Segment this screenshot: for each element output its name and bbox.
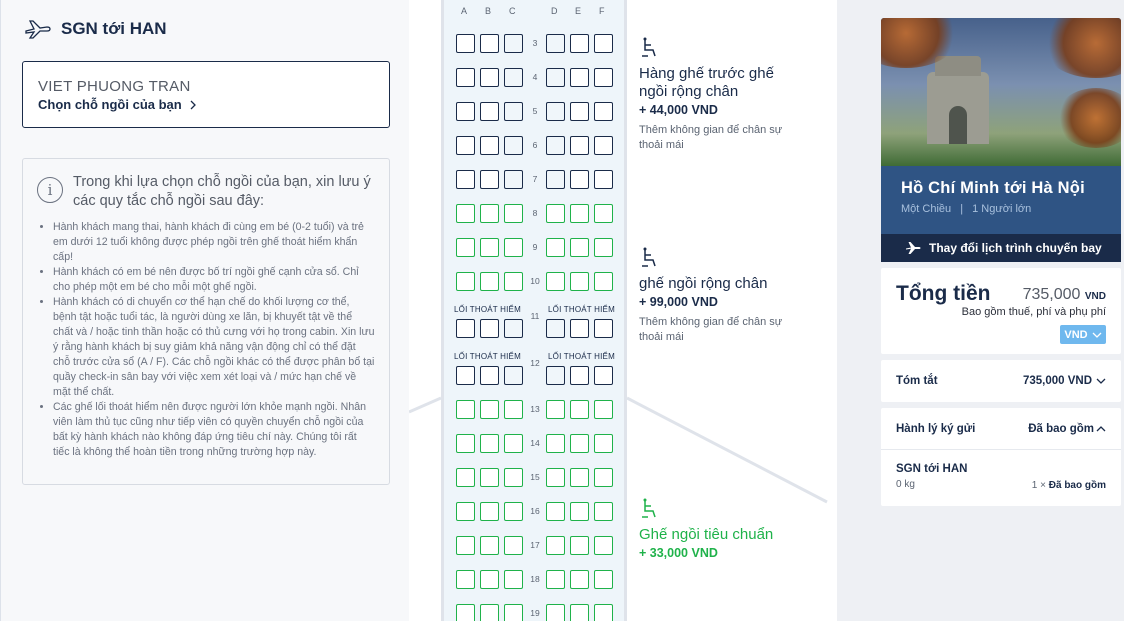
seat-6f[interactable] — [594, 136, 613, 155]
plane-icon — [905, 241, 921, 255]
seat-3e[interactable] — [570, 34, 589, 53]
passenger-selector[interactable] — [22, 61, 390, 128]
legend-standard — [639, 497, 773, 560]
seat-6a[interactable] — [456, 136, 475, 155]
seat-7f[interactable] — [594, 170, 613, 189]
seat-12c[interactable] — [504, 366, 523, 385]
legend-desc: Thêm không gian để chân sự thoải mái — [639, 124, 783, 151]
route-header — [23, 18, 167, 40]
seat-12b[interactable] — [480, 366, 499, 385]
seat-9d[interactable] — [546, 238, 565, 257]
info-icon: i — [37, 177, 63, 203]
column-letter-e: E — [575, 6, 582, 16]
seat-10f[interactable] — [594, 272, 613, 291]
total-label: Tổng tiền — [896, 282, 991, 305]
row-number: 19 — [530, 608, 540, 618]
seat-17e[interactable] — [570, 536, 589, 555]
currency-select[interactable] — [1060, 325, 1106, 344]
row-number: 11 — [530, 311, 540, 321]
row-number: 13 — [530, 404, 540, 414]
destination-photo — [881, 18, 1121, 166]
seat-7c[interactable] — [504, 170, 523, 189]
exit-row-label: LỐI THOÁT HIỂM — [454, 352, 521, 361]
seat-13d[interactable] — [546, 400, 565, 419]
change-flight-label: Thay đổi lịch trình chuyến bay — [929, 241, 1102, 255]
seat-3d[interactable] — [546, 34, 565, 53]
change-flight-button[interactable] — [881, 234, 1121, 262]
exit-row-label: LỐI THOÁT HIỂM — [454, 305, 521, 314]
row-number: 12 — [530, 358, 540, 368]
seat-3b[interactable] — [480, 34, 499, 53]
row-number: 9 — [532, 242, 538, 252]
seat-13b[interactable] — [480, 400, 499, 419]
rules-intro: Trong khi lựa chọn chỗ ngồi của bạn, xin lưu ý các quy tắc chỗ ngồi sau đây: — [73, 174, 371, 209]
seat-8b[interactable] — [480, 204, 499, 223]
seat-18a[interactable] — [456, 570, 475, 589]
seat-15a[interactable] — [456, 468, 475, 487]
tower-image — [927, 72, 989, 144]
seat-15b[interactable] — [480, 468, 499, 487]
seat-14d[interactable] — [546, 434, 565, 453]
destination-card — [881, 18, 1121, 262]
summary-toggle[interactable] — [881, 360, 1121, 402]
seat-5b[interactable] — [480, 102, 499, 121]
seat-16d[interactable] — [546, 502, 565, 521]
passenger-name: VIET PHUONG TRAN — [38, 78, 191, 95]
rule-item: • Các ghế lối thoát hiểm nên được người lớn khỏe mạnh ngồi. Nhân viên làm thủ tục cũng như tiếp viên có quyền chuyển chỗ ngồi của bất kỳ hành khách nào không đáp ứng tiêu chí này. Chúng tôi rất tiếc là không thể hoàn tiền trong những trường hợp này. — [53, 400, 375, 460]
seat-8d[interactable] — [546, 204, 565, 223]
seat-14b[interactable] — [480, 434, 499, 453]
seat-11c[interactable] — [504, 319, 523, 338]
seat-4c[interactable] — [504, 68, 523, 87]
total-currency: VND — [1084, 291, 1106, 302]
seat-16c[interactable] — [504, 502, 523, 521]
seat-17b[interactable] — [480, 536, 499, 555]
row-number: 7 — [532, 174, 538, 184]
seat-17f[interactable] — [594, 536, 613, 555]
seat-19f[interactable] — [594, 604, 613, 621]
seat-14e[interactable] — [570, 434, 589, 453]
seat-icon — [639, 246, 659, 268]
baggage-qty: 1 × — [1031, 480, 1046, 491]
seat-16e[interactable] — [570, 502, 589, 521]
rules-list — [37, 220, 375, 460]
cabin — [441, 0, 627, 621]
chevron-down-icon — [1096, 376, 1106, 386]
seat-9c[interactable] — [504, 238, 523, 257]
seat-5a[interactable] — [456, 102, 475, 121]
seat-16f[interactable] — [594, 502, 613, 521]
total-subtext: Bao gồm thuế, phí và phụ phí — [961, 306, 1106, 318]
seat-17a[interactable] — [456, 536, 475, 555]
seat-4e[interactable] — [570, 68, 589, 87]
chevron-down-icon — [1092, 330, 1102, 340]
legend-legroom — [639, 246, 789, 345]
seat-17d[interactable] — [546, 536, 565, 555]
seat-7e[interactable] — [570, 170, 589, 189]
seat-6e[interactable] — [570, 136, 589, 155]
column-letter-b: B — [485, 6, 492, 16]
seat-12d[interactable] — [546, 366, 565, 385]
seat-4d[interactable] — [546, 68, 565, 87]
currency-label: VND — [1064, 328, 1088, 341]
seat-7d[interactable] — [546, 170, 565, 189]
chevron-right-icon — [188, 100, 198, 110]
rule-item: • Hành khách có di chuyển cơ thể hạn chế do khối lượng cơ thể, bệnh tật hoặc tuổi tác, là người dùng xe lăn, bị khuyết tật về thể chất và / hoặc tinh thần hoặc có thủ cưng với họ trong cabin. Xin lưu ý rằng hành khách bị suy giảm khả năng vận động chỉ có thể đặt chỗ trước cửa sổ (A / F). Các chỗ ngồi khác có thể được phân bổ tại quầy check-in sân bay với việc xem xét loại và / mức hạn chế về mặt thể chất. — [53, 295, 375, 400]
legend-front-legroom — [639, 36, 789, 153]
rule-item: • Hành khách có em bé nên được bố trí ngồi ghế cạnh cửa sổ. Chỉ cho phép một em bé cho mỗi một ghế ngồi. — [53, 265, 375, 295]
baggage-route: SGN tới HAN — [896, 463, 968, 475]
seat-10a[interactable] — [456, 272, 475, 291]
exit-row-label: LỐI THOÁT HIỂM — [548, 352, 615, 361]
baggage-weight: 0 kg — [896, 479, 915, 490]
seat-11d[interactable] — [546, 319, 565, 338]
destination-title: Hồ Chí Minh tới Hà Nội — [901, 179, 1085, 197]
row-number: 18 — [530, 574, 540, 584]
row-number: 5 — [532, 106, 538, 116]
seat-6d[interactable] — [546, 136, 565, 155]
seat-12e[interactable] — [570, 366, 589, 385]
seat-19a[interactable] — [456, 604, 475, 621]
legend-price: + 99,000 VND — [639, 295, 718, 309]
baggage-label: Hành lý ký gửi — [896, 422, 976, 435]
left-panel — [0, 0, 409, 621]
seat-3c[interactable] — [504, 34, 523, 53]
total-amount-value: 735,000 — [1022, 286, 1081, 303]
seat-rules-box — [22, 158, 390, 485]
seat-11f[interactable] — [594, 319, 613, 338]
seat-8a[interactable] — [456, 204, 475, 223]
seat-14c[interactable] — [504, 434, 523, 453]
column-letter-a: A — [461, 6, 468, 16]
plane-icon — [23, 18, 51, 40]
seat-16b[interactable] — [480, 502, 499, 521]
seat-18e[interactable] — [570, 570, 589, 589]
seat-19c[interactable] — [504, 604, 523, 621]
row-number: 10 — [530, 276, 540, 286]
seat-19b[interactable] — [480, 604, 499, 621]
seat-15e[interactable] — [570, 468, 589, 487]
seat-8e[interactable] — [570, 204, 589, 223]
trip-meta: Một Chiều | 1 Người lớn — [901, 203, 1032, 215]
summary-amount: 735,000 VND — [1022, 375, 1092, 387]
legend-price: + 33,000 VND — [639, 546, 718, 560]
seat-10c[interactable] — [504, 272, 523, 291]
destination-band — [881, 166, 1121, 234]
seat-6b[interactable] — [480, 136, 499, 155]
column-letter-d: D — [551, 6, 558, 16]
chevron-up-icon — [1096, 424, 1106, 434]
tree-decoration — [1056, 88, 1121, 148]
baggage-included — [1032, 480, 1106, 491]
baggage-card — [881, 408, 1121, 506]
seat-5d[interactable] — [546, 102, 565, 121]
seat-13f[interactable] — [594, 400, 613, 419]
column-letter-c: C — [509, 6, 516, 16]
tree-decoration — [1041, 18, 1121, 78]
legend-price: + 44,000 VND — [639, 103, 718, 117]
seat-10b[interactable] — [480, 272, 499, 291]
seat-17c[interactable] — [504, 536, 523, 555]
row-number: 3 — [532, 38, 538, 48]
seat-11b[interactable] — [480, 319, 499, 338]
seat-11e[interactable] — [570, 319, 589, 338]
seat-18b[interactable] — [480, 570, 499, 589]
seat-9a[interactable] — [456, 238, 475, 257]
seat-5e[interactable] — [570, 102, 589, 121]
seat-map-panel — [409, 0, 837, 621]
seat-15f[interactable] — [594, 468, 613, 487]
seat-9f[interactable] — [594, 238, 613, 257]
pax-count: 1 Người lớn — [972, 203, 1032, 215]
choose-seat-label: Chọn chỗ ngồi của bạn — [38, 97, 182, 112]
trip-type: Một Chiều — [901, 203, 952, 215]
seat-18f[interactable] — [594, 570, 613, 589]
row-number: 16 — [530, 506, 540, 516]
seat-13c[interactable] — [504, 400, 523, 419]
row-number: 6 — [532, 140, 538, 150]
seat-13e[interactable] — [570, 400, 589, 419]
seat-8f[interactable] — [594, 204, 613, 223]
rule-item: • Hành khách mang thai, hành khách đi cùng em bé (0-2 tuổi) và trẻ em dưới 12 tuổi không được phép ngồi trên ghế thoát hiểm khẩn cấp! — [53, 220, 375, 265]
seat-4a[interactable] — [456, 68, 475, 87]
seat-15c[interactable] — [504, 468, 523, 487]
baggage-detail — [881, 450, 1121, 506]
seat-18d[interactable] — [546, 570, 565, 589]
route-title: SGN tới HAN — [61, 19, 167, 38]
seat-12f[interactable] — [594, 366, 613, 385]
seat-16a[interactable] — [456, 502, 475, 521]
seat-15d[interactable] — [546, 468, 565, 487]
seat-4f[interactable] — [594, 68, 613, 87]
seat-5c[interactable] — [504, 102, 523, 121]
row-number: 14 — [530, 438, 540, 448]
seat-5f[interactable] — [594, 102, 613, 121]
seat-10e[interactable] — [570, 272, 589, 291]
total-card — [881, 268, 1121, 354]
seat-9b[interactable] — [480, 238, 499, 257]
legend-desc: Thêm không gian để chân sự thoải mái — [639, 316, 783, 343]
seat-19e[interactable] — [570, 604, 589, 621]
seat-9e[interactable] — [570, 238, 589, 257]
baggage-included-label: Đã bao gồm — [1048, 480, 1106, 491]
seat-14a[interactable] — [456, 434, 475, 453]
seat-10d[interactable] — [546, 272, 565, 291]
seat-6c[interactable] — [504, 136, 523, 155]
row-number: 8 — [532, 208, 538, 218]
seat-12a[interactable] — [456, 366, 475, 385]
legend-title: ghế ngồi rộng chân — [639, 275, 768, 292]
summary-label: Tóm tắt — [896, 375, 938, 387]
baggage-status: Đã bao gồm — [1028, 422, 1094, 435]
choose-seat-link[interactable] — [38, 97, 374, 112]
seat-8c[interactable] — [504, 204, 523, 223]
right-panel — [881, 18, 1121, 506]
seat-icon — [639, 36, 659, 58]
seat-7a[interactable] — [456, 170, 475, 189]
total-amount — [1023, 286, 1106, 304]
seat-3f[interactable] — [594, 34, 613, 53]
exit-row-label: LỐI THOÁT HIỂM — [548, 305, 615, 314]
column-letter-f: F — [599, 6, 605, 16]
legend-title: Ghế ngồi tiêu chuẩn — [639, 526, 774, 543]
seat-3a[interactable] — [456, 34, 475, 53]
seat-14f[interactable] — [594, 434, 613, 453]
legend-title: Hàng ghế trước ghế ngồi rộng chân — [639, 65, 774, 100]
seat-7b[interactable] — [480, 170, 499, 189]
row-number: 17 — [530, 540, 540, 550]
row-number: 4 — [532, 72, 538, 82]
row-number: 15 — [530, 472, 540, 482]
seat-icon — [639, 497, 659, 519]
seat-13a[interactable] — [456, 400, 475, 419]
seat-11a[interactable] — [456, 319, 475, 338]
seat-19d[interactable] — [546, 604, 565, 621]
seat-4b[interactable] — [480, 68, 499, 87]
baggage-toggle[interactable] — [881, 408, 1121, 450]
seat-18c[interactable] — [504, 570, 523, 589]
